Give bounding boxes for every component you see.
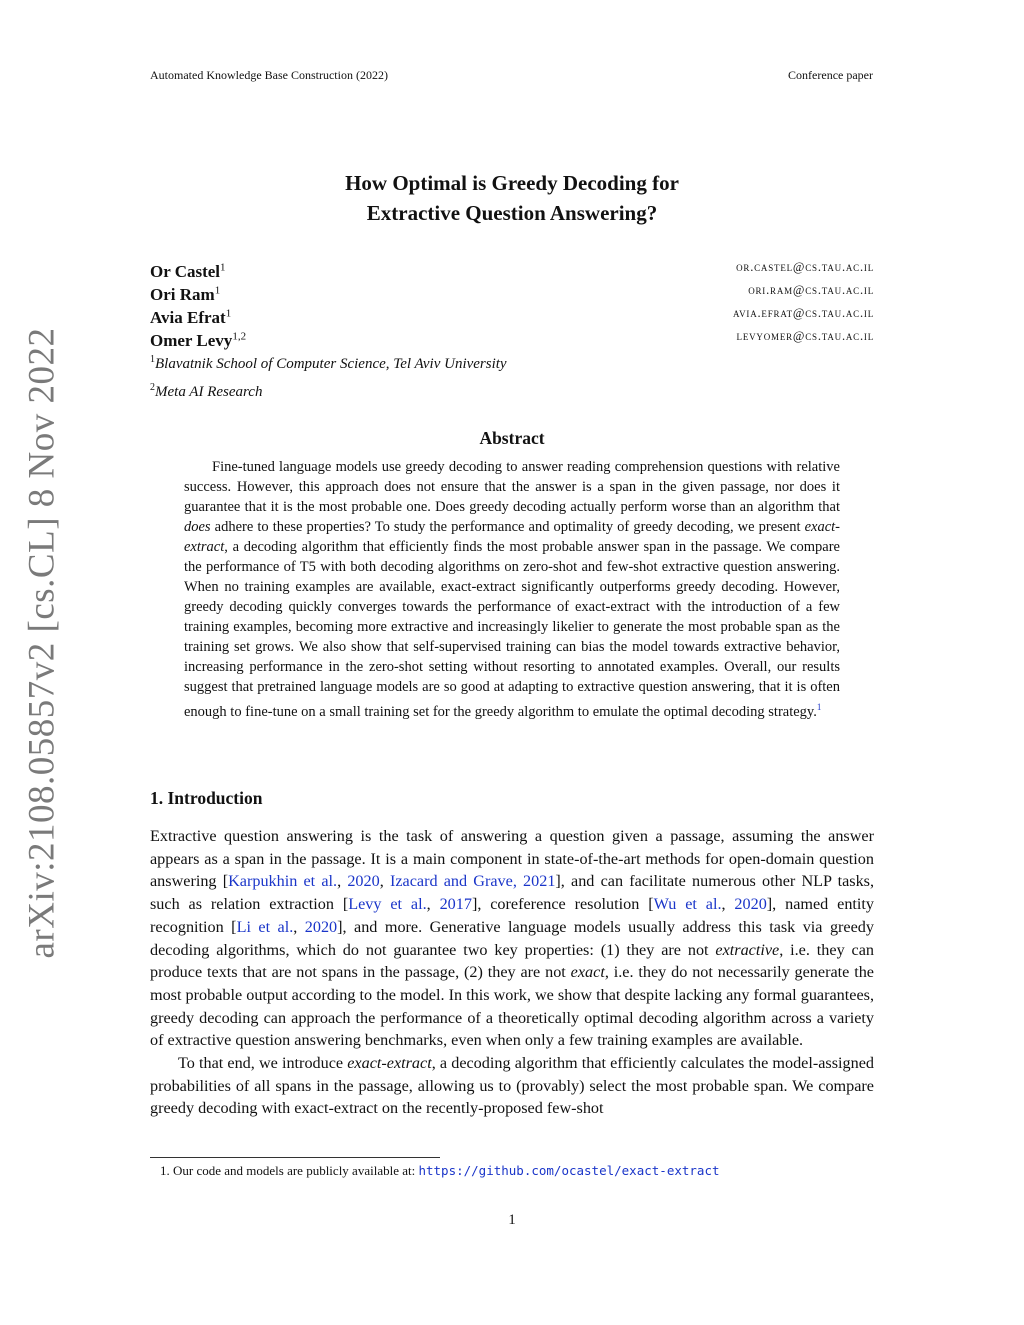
paragraph: To that end, we introduce exact-extract, a decoding algorithm that efficiently calculates the model-assigned probabilities of all spans in the passage, allowing us to (provably) select the most probable span. We compare greedy decoding with exact-extract on the recently-proposed few-shot <box>150 1054 874 1118</box>
footnote-marker[interactable]: 1 <box>816 702 822 712</box>
author-name: Or Castel$^1$ <box>150 261 226 281</box>
footnote-divider <box>150 1157 440 1158</box>
affiliation: $^1$Blavatnik School of Computer Science, Tel Aviv University <box>150 354 507 372</box>
footnote: 1. Our code and models are publicly available at: https://github.com/ocastel/exact-extract <box>160 1163 720 1178</box>
title-line-1: How Optimal is Greedy Decoding for <box>345 171 679 195</box>
author-row <box>150 302 874 325</box>
author-name: Avia Efrat$^1$ <box>150 307 232 327</box>
citation-link[interactable]: Wu et al. <box>653 895 722 914</box>
citation-link[interactable]: Li et al. <box>236 917 294 936</box>
arxiv-stamp-text: arXiv:2108.05857v2 [cs.CL] 8 Nov 2022 <box>21 327 63 959</box>
introduction-body <box>150 825 874 1120</box>
citation-link[interactable]: 2020 <box>734 895 767 914</box>
citation-link[interactable]: 2017 <box>439 895 472 914</box>
citation-link[interactable]: 2020 <box>304 917 338 936</box>
author-row <box>150 256 874 279</box>
code-url-link[interactable]: https://github.com/ocastel/exact-extract <box>418 1163 720 1178</box>
author-name: Omer Levy$^{1,2}$ <box>150 330 247 350</box>
citation-link[interactable]: 2020 <box>347 872 380 891</box>
author-row <box>150 325 874 348</box>
running-header-type: Conference paper <box>788 68 873 82</box>
citation-link[interactable]: Karpukhin et al. <box>228 872 338 891</box>
author-row <box>150 279 874 302</box>
affiliation: $^2$Meta AI Research <box>150 382 263 400</box>
paper-title <box>0 168 1024 228</box>
citation-link[interactable]: Izacard and Grave, 2021 <box>389 872 556 891</box>
abstract-heading: Abstract <box>479 428 545 448</box>
paragraph: Extractive question answering is the task of answering a question given a passage, assuming the answer appears as a span in the passage. It is a main component in state-of-the-art methods for open-domain question answering [Karpukhin et al., 2020, Izacard and Grave, 2021], and can facilitate numerous other NLP tasks, such as relation extraction [Levy et al., 2017], coreference resolution [Wu et al., 2020], named entity recognition [Li et al., 2020], and more. Generative language models usually address this task via greedy decoding algorithms, which do not guarantee two key properties: (1) they are not extractive, i.e. they can produce texts that are not spans in the passage, (2) they are not exact, i.e. they do not necessarily generate the most probable output according to the model. In this work, we show that despite lacking any formal guarantees, greedy decoding can approach the performance of a theoretically optimal decoding algorithm across a variety of extractive question answering benchmarks, even when only a few training examples are available. <box>150 827 875 1050</box>
page-number: 1 <box>508 1212 516 1228</box>
author-email[interactable]: or.castel@cs.tau.ac.il <box>736 260 874 274</box>
running-header-venue: Automated Knowledge Base Construction (2022) <box>150 68 388 82</box>
author-name: Ori Ram$^1$ <box>150 284 221 304</box>
author-email[interactable]: avia.efrat@cs.tau.ac.il <box>732 306 874 320</box>
title-line-2: Extractive Question Answering? <box>366 201 658 225</box>
author-email[interactable]: ori.ram@cs.tau.ac.il <box>748 283 874 297</box>
section-heading-introduction: 1. Introduction <box>150 788 263 808</box>
citation-link[interactable]: Levy et al. <box>348 895 427 914</box>
abstract-body: Fine-tuned language models use greedy decoding to answer reading comprehension questions with relative success. However, this approach does not ensure that the answer is a span in the given passage, nor does it guarantee that it is the most probable one. Does greedy decoding actually perform worse than an algorithm that does adhere to these properties? To study the performance and optimality of greedy decoding, we present exact-extract, a decoding algorithm that efficiently finds the most probable answer span in the passage. We compare the performance of T5 with both decoding algorithms on zero-shot and few-shot extractive question answering. When no training examples are available, exact-extract significantly outperforms greedy decoding. However, greedy decoding quickly converges towards the performance of exact-extract with the introduction of a few training examples, becoming more extractive and increasingly likelier to generate the most probable span as the training set grows. We also show that self-supervised training can bias the model towards extractive behavior, increasing performance in the zero-shot setting without resorting to annotated examples. Overall, our results suggest that pretrained language models are so good at adapting to extractive question answering, that it is often enough to fine-tune on a small training set for the greedy algorithm to emulate the optimal decoding strategy.$^1$ <box>184 459 840 720</box>
author-block <box>150 256 874 404</box>
author-email[interactable]: levyomer@cs.tau.ac.il <box>736 329 874 343</box>
